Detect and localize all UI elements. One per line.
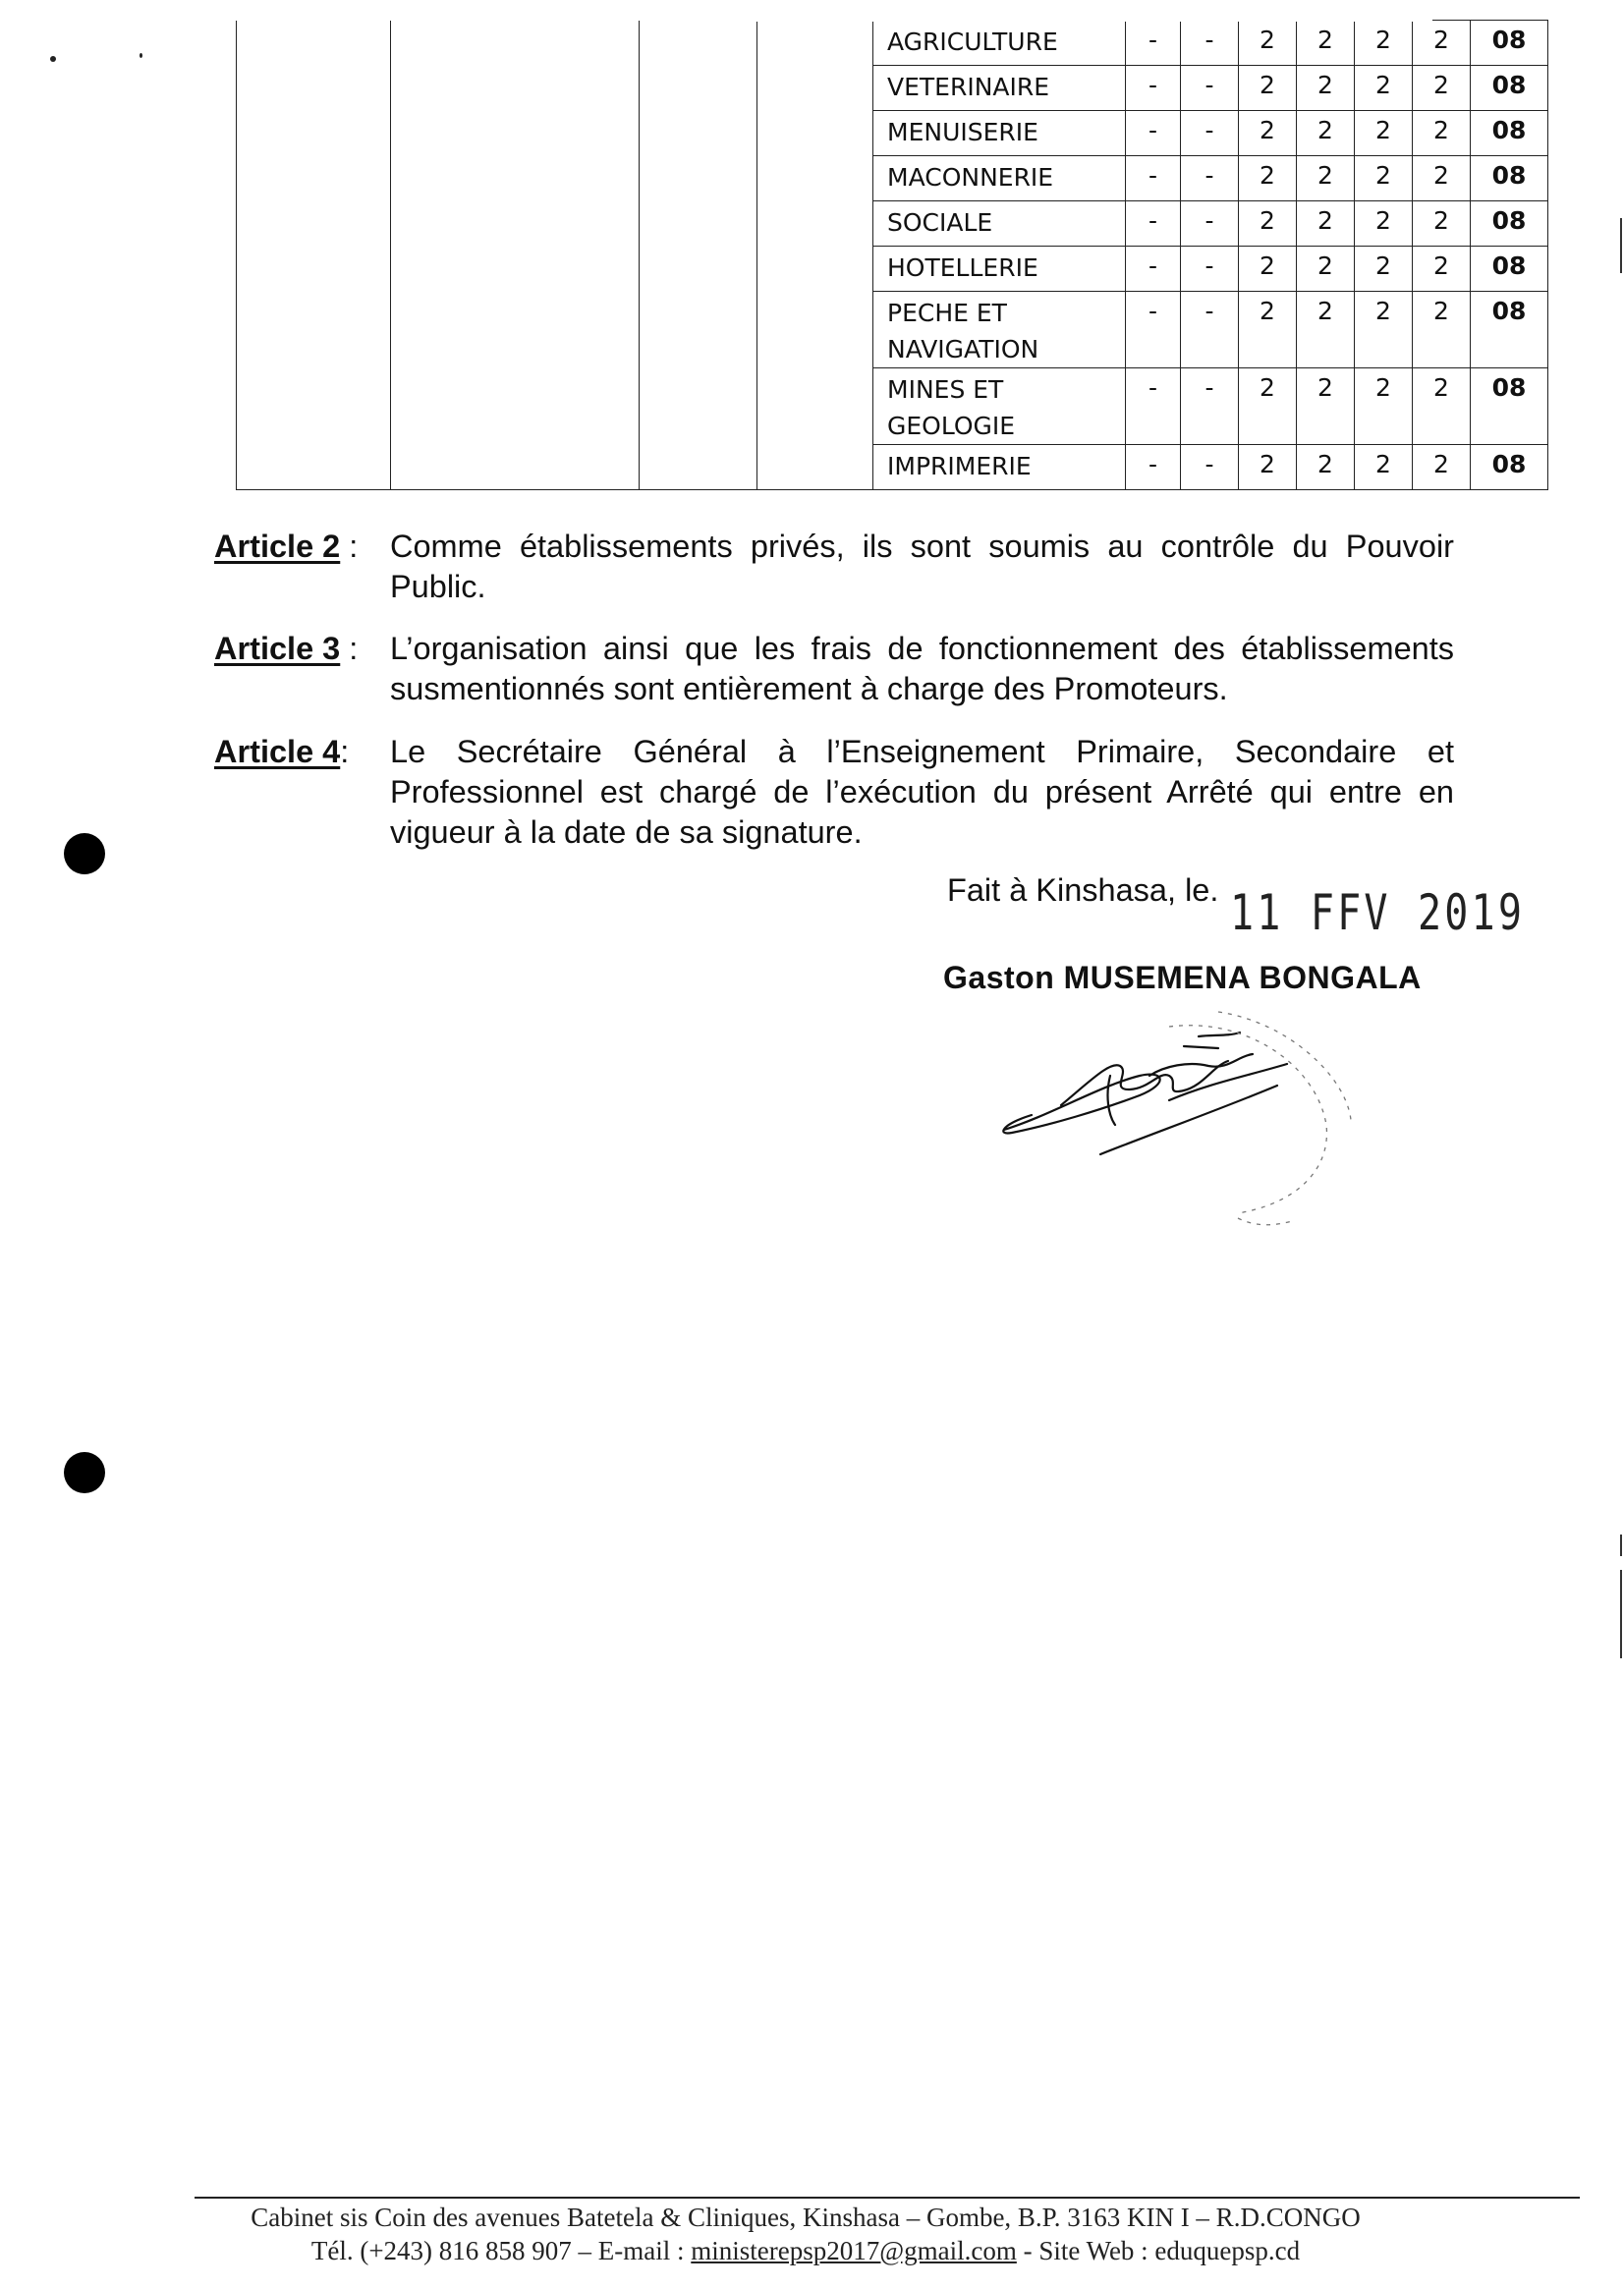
table-cell: 2: [1355, 156, 1413, 201]
table-cell: -: [1181, 247, 1239, 292]
scan-speck: [140, 53, 142, 58]
table-cell-total: 08: [1471, 21, 1548, 66]
table-empty-cell: [237, 21, 391, 490]
table-cell: 2: [1297, 21, 1355, 66]
table-cell: 2: [1297, 368, 1355, 445]
article-text: Comme établissements privés, ils sont soumis au contrôle du Pouvoir Public.: [390, 529, 1454, 604]
table-cell-option: IMPRIMERIE: [873, 445, 1126, 490]
table-cell-total: 08: [1471, 445, 1548, 490]
table-empty-cell: [391, 21, 640, 490]
table-cell: 2: [1297, 201, 1355, 247]
signing-place: Fait à Kinshasa, le.: [947, 872, 1219, 908]
table-row: [237, 21, 1548, 66]
table-cell: 2: [1239, 111, 1297, 156]
table-cell-total: 08: [1471, 368, 1548, 445]
table-empty-cell: [640, 21, 757, 490]
signer-first-name: Gaston: [943, 960, 1055, 995]
signer-last-name: MUSEMENA BONGALA: [1063, 960, 1422, 995]
table-cell: 2: [1297, 156, 1355, 201]
table-cell: -: [1181, 111, 1239, 156]
document-page: AGRICULTURE - - 2 2 2 2 08 VETERINAIRE - - 2 2 2 2 08 MENUISERIE - - 2 2 2 2 08 MACONNERIE - - 2 2 2 2 08 SOCIALE - - 2 2 2 2 08 HOTELLERIE - - 2 2 2 2 08 PECHE ET NAVIGATION - - 2 2 2 2 08 MINES ET GEOLOGIE - - 2 2 2 2 08 IMPRIMERIE - - 2 2 2 2 08 Article 2 : Comme établissements privés, ils sont soumis au contrôle du Pouvoir Public. Article 3 : L’organisation ainsi que les frais de fonctionnement des établissements susmentionnés sont entièrement à charge des Promoteurs. Article 4: Le Secrétaire Général à l’Enseignement Primaire, Secondaire et Professionnel est chargé de l’exécution du présent Arrêté qui entre en vigueur à la date de sa signature. Fait à Kinshasa, le. 11 FFV 2019 Gaston MUSEMENA BONGALA Cabinet sis Coin des avenues Batetela & Cliniques, Kinshasa – Gombe, B.P. 3163 KIN I – R.D.CONGO Tél. (+243) 816 858 907 – E-mail : ministerepsp2017@gmail.com - Site Web : eduquepsp.cd: [0, 0, 1624, 2289]
table-cell: 2: [1239, 368, 1297, 445]
table-cell: 2: [1413, 21, 1471, 66]
article-label: Article 2: [214, 529, 341, 564]
signer-name: [943, 960, 1422, 996]
table-cell: 2: [1355, 21, 1413, 66]
table-cell: 2: [1413, 368, 1471, 445]
table-cell: 2: [1297, 111, 1355, 156]
table-cell: 2: [1413, 445, 1471, 490]
table-cell: 2: [1297, 292, 1355, 368]
table-cell-total: 08: [1471, 247, 1548, 292]
table-cell: -: [1126, 292, 1181, 368]
table-cell: 2: [1297, 445, 1355, 490]
table-cell: 2: [1239, 21, 1297, 66]
table-cell: 2: [1239, 292, 1297, 368]
table-cell: 2: [1239, 66, 1297, 111]
table-cell-option: PECHE ET NAVIGATION: [873, 292, 1126, 368]
table-cell-total: 08: [1471, 201, 1548, 247]
options-table: [236, 20, 1548, 490]
table-cell-option: MACONNERIE: [873, 156, 1126, 201]
scan-edge-mark: [1620, 1535, 1622, 1556]
table-cell-total: 08: [1471, 156, 1548, 201]
scan-edge-mark: [1620, 218, 1622, 273]
table-cell-option: MENUISERIE: [873, 111, 1126, 156]
article-text: L’organisation ainsi que les frais de fonctionnement des établissements susmentionnés sont entièrement à charge des Promoteurs.: [390, 631, 1454, 706]
footer-email-link[interactable]: ministerepsp2017@gmail.com: [691, 2236, 1017, 2265]
table-cell: 2: [1355, 368, 1413, 445]
table-cell-option: MINES ET GEOLOGIE: [873, 368, 1126, 445]
table-cell: 2: [1355, 247, 1413, 292]
table-cell: -: [1126, 368, 1181, 445]
table-cell-option: HOTELLERIE: [873, 247, 1126, 292]
handwritten-signature: [992, 1007, 1405, 1233]
table-cell: 2: [1413, 201, 1471, 247]
table-cell: 2: [1239, 201, 1297, 247]
table-cell: -: [1126, 445, 1181, 490]
punch-hole: [64, 1452, 105, 1493]
table-cell: -: [1181, 201, 1239, 247]
punch-hole: [64, 833, 105, 874]
table-cell: -: [1181, 292, 1239, 368]
table-cell: 2: [1355, 445, 1413, 490]
article-text: Le Secrétaire Général à l’Enseignement Primaire, Secondaire et Professionnel est chargé de l’exécution du présent Arrêté qui entre en vigueur à la date de sa signature.: [390, 734, 1454, 850]
date-stamp: 11 FFV 2019: [1230, 884, 1526, 941]
table-cell-total: 08: [1471, 292, 1548, 368]
table-cell-option: AGRICULTURE: [873, 21, 1126, 66]
article-label: Article 4: [214, 734, 341, 769]
table-cell: -: [1126, 247, 1181, 292]
table-cell: 2: [1413, 66, 1471, 111]
table-cell: 2: [1297, 66, 1355, 111]
table-cell: -: [1126, 21, 1181, 66]
table-cell: 2: [1413, 292, 1471, 368]
table-cell: -: [1126, 66, 1181, 111]
table-cell: 2: [1355, 292, 1413, 368]
table-cell: 2: [1413, 111, 1471, 156]
table-cell-total: 08: [1471, 111, 1548, 156]
footer-rule: [195, 2197, 1580, 2199]
footer-address: Cabinet sis Coin des avenues Batetela & Cliniques, Kinshasa – Gombe, B.P. 3163 KIN I – R.D.CONGO: [251, 2203, 1361, 2232]
table-cell: -: [1181, 156, 1239, 201]
table-cell: 2: [1297, 247, 1355, 292]
page-top-crop: [756, 0, 1432, 22]
table-cell: -: [1181, 368, 1239, 445]
table-cell: 2: [1413, 247, 1471, 292]
table-cell: 2: [1413, 156, 1471, 201]
footer-contact: Tél. (+243) 816 858 907 – E-mail : ministerepsp2017@gmail.com - Site Web : eduquepsp.cd: [310, 2236, 1301, 2265]
scan-speck: [50, 56, 56, 62]
table-cell-total: 08: [1471, 66, 1548, 111]
table-cell: -: [1126, 111, 1181, 156]
table-cell: -: [1181, 66, 1239, 111]
scan-edge-mark: [1620, 1570, 1622, 1658]
table-cell: -: [1181, 21, 1239, 66]
table-cell: 2: [1239, 156, 1297, 201]
article-label: Article 3: [214, 631, 341, 666]
table-cell: -: [1126, 156, 1181, 201]
table-cell: 2: [1355, 111, 1413, 156]
table-empty-cell: [757, 21, 873, 490]
table-cell: -: [1181, 445, 1239, 490]
table-cell: 2: [1239, 445, 1297, 490]
table-cell: -: [1126, 201, 1181, 247]
table-cell: 2: [1355, 201, 1413, 247]
table-cell: 2: [1355, 66, 1413, 111]
table-cell-option: SOCIALE: [873, 201, 1126, 247]
table-cell: 2: [1239, 247, 1297, 292]
table-cell-option: VETERINAIRE: [873, 66, 1126, 111]
